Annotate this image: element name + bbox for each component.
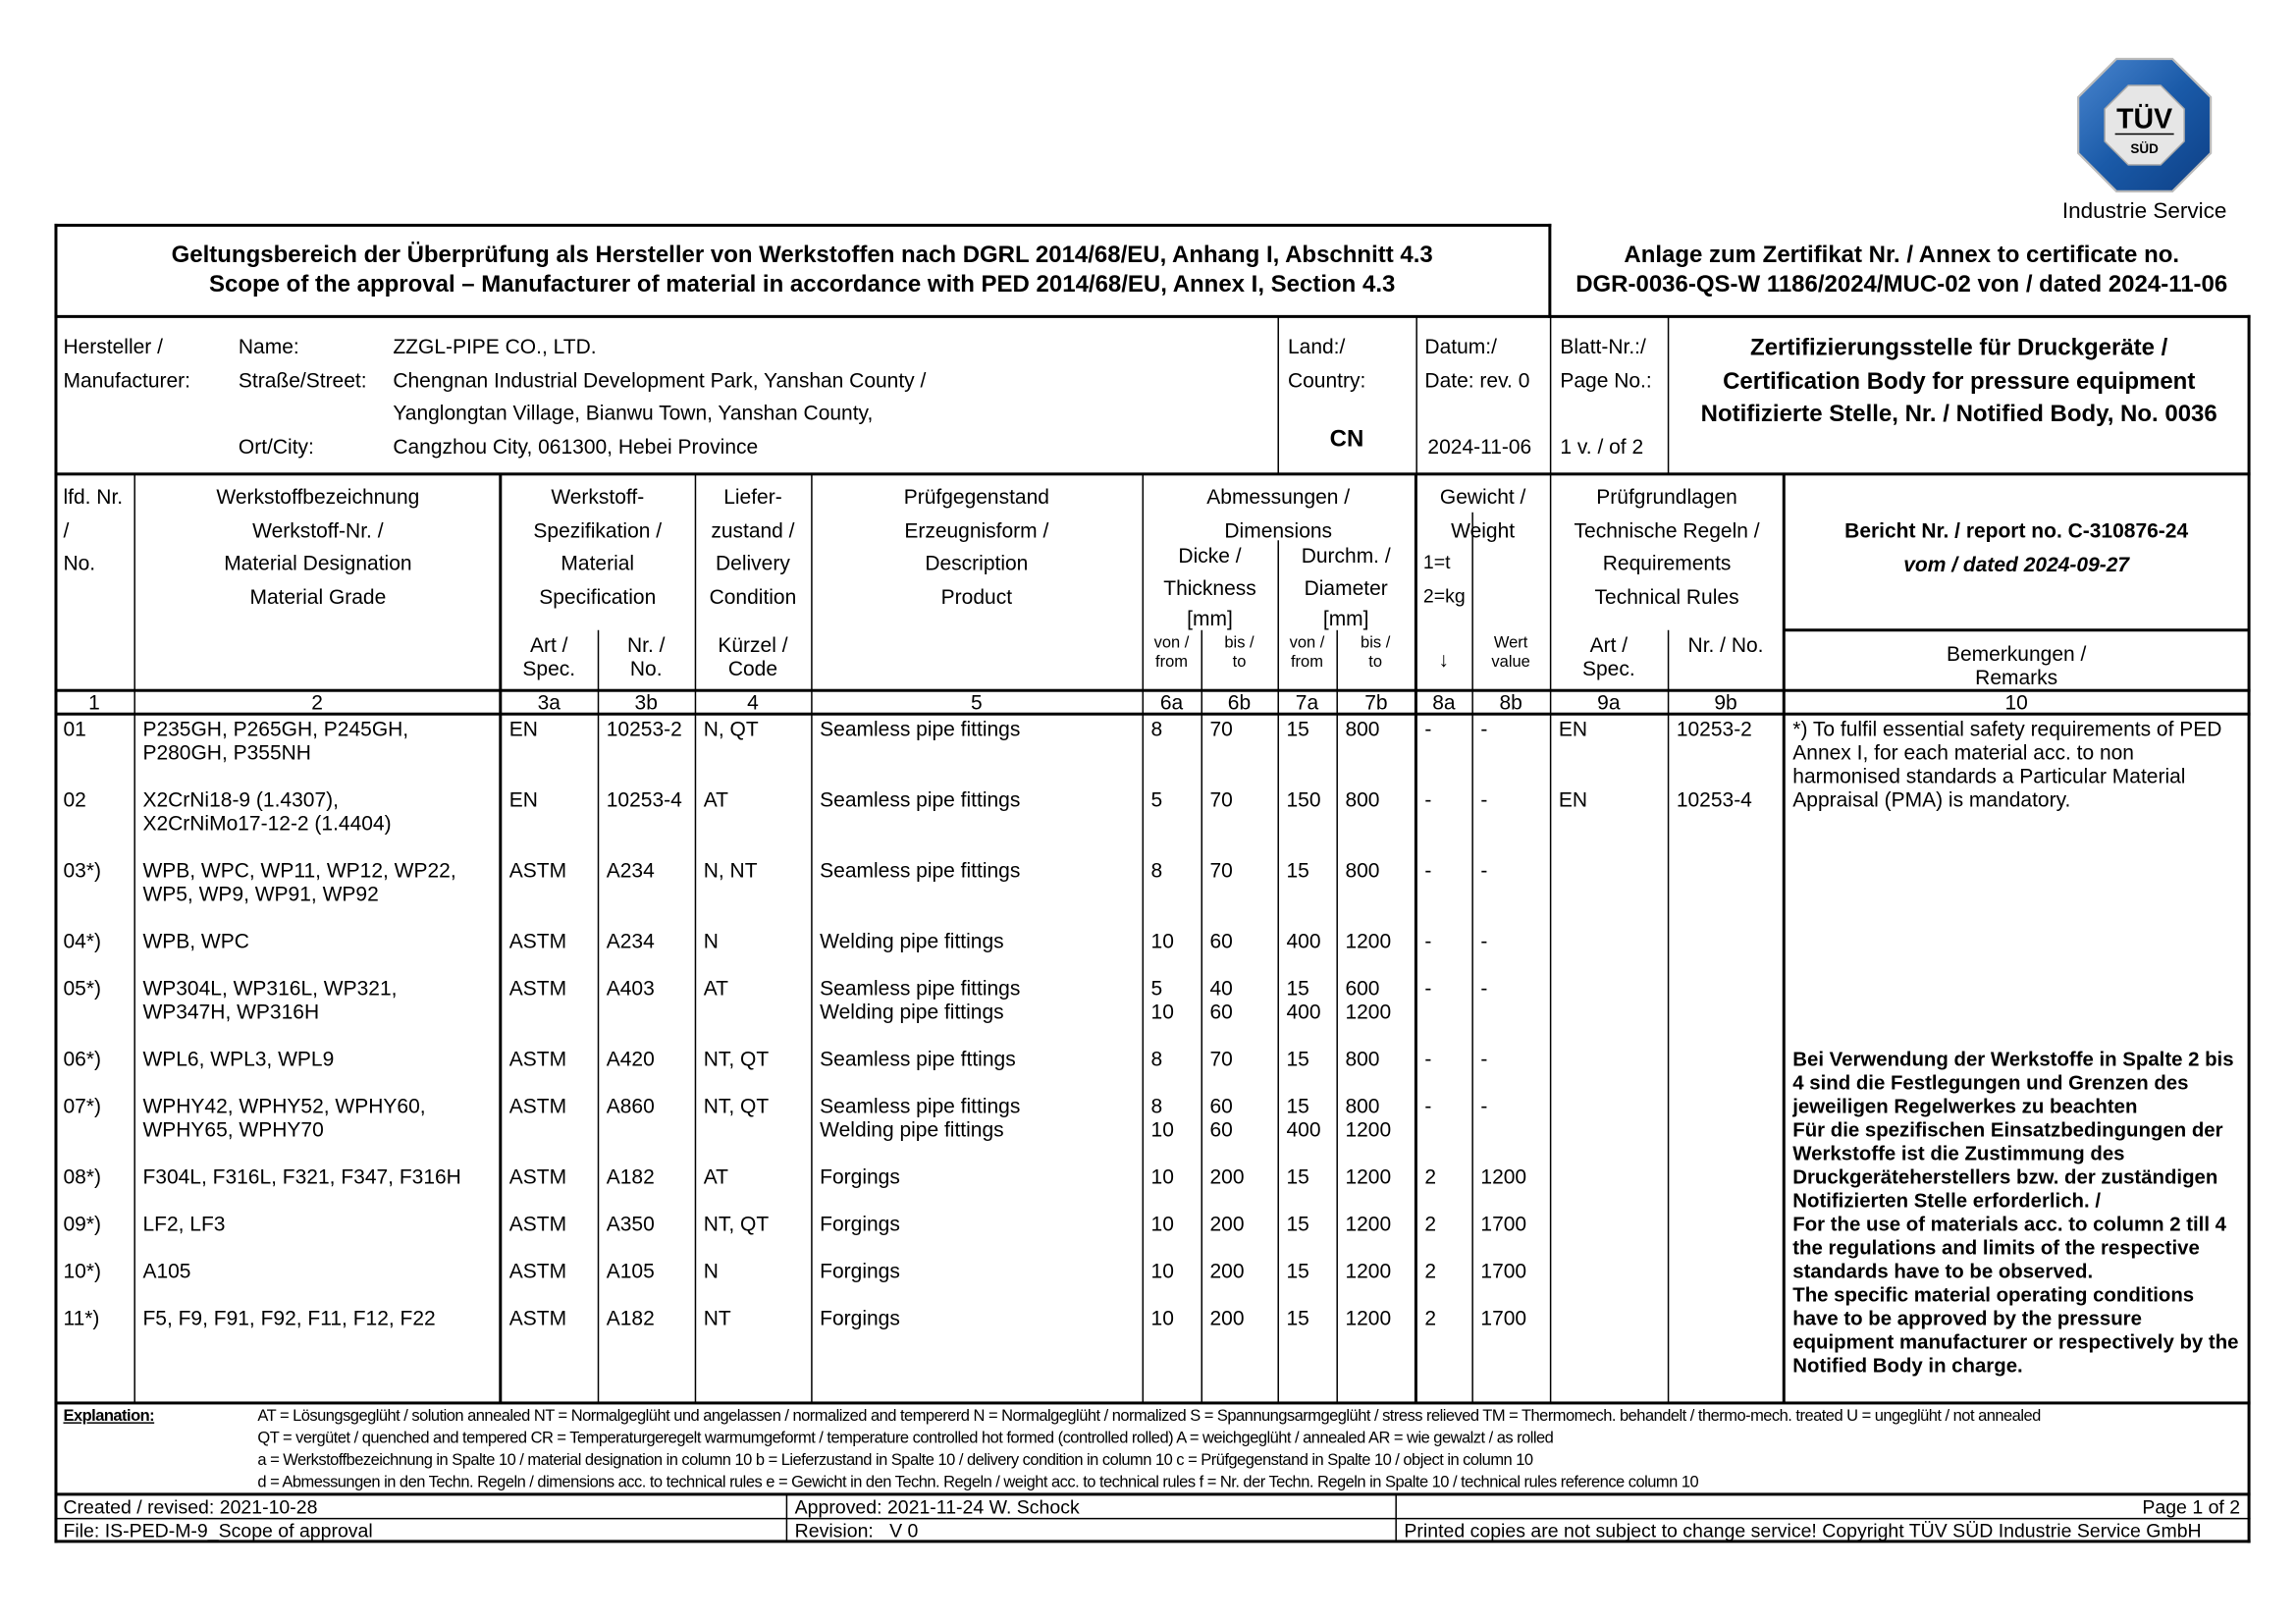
cell-code: NT, QT [703, 1047, 770, 1071]
col-header-3a: Art / Spec. [522, 632, 576, 680]
cell-product: Seamless pipe fittings [820, 858, 1021, 883]
cell-w-unit: - [1424, 929, 1432, 953]
cell-d-to: 600 1200 [1345, 976, 1392, 1024]
cell-product: Forgings [820, 1258, 900, 1282]
cell-t-to: 70 [1209, 1047, 1233, 1071]
cell-w-unit: - [1424, 1047, 1432, 1071]
street-line-1: Chengnan Industrial Development Park, Yanshan County / [393, 367, 927, 392]
cell-d-to: 800 [1345, 858, 1380, 883]
cell-t-to: 60 [1209, 929, 1233, 953]
cell-spec: ASTM [508, 858, 567, 883]
cell-t-from: 10 [1150, 1258, 1174, 1282]
cell-w-unit: - [1424, 858, 1432, 883]
cell-code: AT [703, 976, 728, 1001]
cell-product: Seamless pipe fittings [820, 787, 1021, 812]
cell-product: Welding pipe fittings [820, 929, 1004, 953]
col-header-delivery: Liefer- zustand / Delivery Condition [709, 484, 797, 608]
cell-req-spec: EN [1558, 717, 1588, 741]
cell-no: 11*) [63, 1305, 100, 1329]
cell-t-from: 10 [1150, 1164, 1174, 1189]
cell-specno: A403 [606, 976, 655, 1001]
logo-caption: Industrie Service [2061, 198, 2227, 224]
cell-w-val: 1700 [1480, 1305, 1527, 1329]
cell-no: 10*) [63, 1258, 101, 1282]
footer-page: Page 1 of 2 [2142, 1495, 2241, 1518]
col-header-7a: von / from [1289, 634, 1325, 672]
cell-product: Seamless pipe fittings [820, 717, 1021, 741]
col-header-remarks: Bemerkungen / Remarks [1946, 641, 2087, 689]
cell-spec: EN [508, 787, 538, 812]
cell-t-to: 200 [1209, 1305, 1245, 1329]
cell-specno: A350 [606, 1212, 655, 1235]
footer-file: File: IS-PED-M-9_Scope of approval [63, 1519, 373, 1542]
column-number: 1 [88, 690, 100, 715]
scope-title-en: Scope of the approval – Manufacturer of material in accordance with PED 2014/68/EU, Annex I, Section 4.3 [209, 272, 1396, 298]
col-header-code: Kürzel / Code [718, 632, 788, 680]
cell-w-unit: - [1424, 976, 1432, 1001]
cell-material: WPHY42, WPHY52, WPHY60, WPHY65, WPHY70 [142, 1094, 426, 1142]
cell-w-val: - [1480, 858, 1488, 883]
cell-no: 04*) [63, 929, 101, 953]
cell-w-unit: 2 [1424, 1305, 1437, 1329]
cell-w-val: - [1480, 787, 1488, 812]
cell-t-from: 8 [1150, 1047, 1163, 1071]
cell-material: LF2, LF3 [142, 1212, 226, 1235]
col-header-no: lfd. Nr. / No. [63, 484, 124, 574]
col-header-6a: von / from [1153, 634, 1190, 672]
cell-material: WPL6, WPL3, WPL9 [142, 1047, 335, 1071]
column-number: 6a [1159, 690, 1184, 715]
cell-d-to: 1200 [1345, 929, 1392, 953]
cell-no: 01 [63, 717, 86, 741]
explanation-line: AT = Lösungsgeglüht / solution annealed NT = Normalgeglüht und angelassen / normalized and tempererd N = Normalgeglüht / normalized S = Spannungsarmgeglüht / stress relieved TM = Thermomech. behandelt / thermo-mech. treated U = ungeglüht / not annealed [257, 1407, 2041, 1426]
cell-d-to: 800 1200 [1345, 1094, 1392, 1142]
cell-specno: 10253-4 [606, 787, 682, 812]
cell-spec: ASTM [508, 1305, 567, 1329]
cell-w-val: - [1480, 1047, 1488, 1071]
city-label: Ort/City: [238, 433, 314, 458]
column-number: 3a [537, 690, 561, 715]
cell-d-from: 400 [1286, 929, 1321, 953]
column-number: 5 [970, 690, 983, 715]
cell-spec: ASTM [508, 1164, 567, 1189]
cell-product: Forgings [820, 1305, 900, 1329]
column-number: 10 [2004, 690, 2028, 715]
cell-material: X2CrNi18-9 (1.4307), X2CrNiMo17-12-2 (1.4404) [142, 787, 392, 836]
cell-product: Forgings [820, 1164, 900, 1189]
cell-product: Seamless pipe fittings Welding pipe fittings [820, 976, 1021, 1024]
street-label: Straße/Street: [238, 367, 367, 392]
cell-w-unit: 2 [1424, 1212, 1437, 1235]
col-header-product: Prüfgegenstand Erzeugnisform / Description Product [903, 484, 1049, 608]
cell-material: F5, F9, F91, F92, F11, F12, F22 [142, 1305, 436, 1329]
cell-w-val: 1200 [1480, 1164, 1527, 1189]
country-value: CN [1329, 426, 1364, 453]
column-number: 6b [1227, 690, 1252, 715]
column-number: 8b [1499, 690, 1522, 715]
cell-d-to: 800 [1345, 1047, 1380, 1071]
arrow-down-icon: ↓ [1438, 647, 1450, 672]
report-reference: Bericht Nr. / report no. C-310876-24 vom / dated 2024-09-27 [1844, 517, 2189, 575]
cell-code: NT [703, 1305, 731, 1329]
cell-t-to: 40 60 [1209, 976, 1233, 1024]
col-header-9a: Art / Spec. [1581, 632, 1635, 680]
cell-d-to: 800 [1345, 787, 1380, 812]
cell-t-from: 8 [1150, 717, 1163, 741]
cell-t-to: 70 [1209, 858, 1233, 883]
cell-t-to: 70 [1209, 787, 1233, 812]
cell-code: AT [703, 787, 728, 812]
cell-t-from: 8 10 [1150, 1094, 1174, 1142]
col-header-requirements: Prüfgrundlagen Technische Regeln / Requirements Technical Rules [1574, 484, 1760, 608]
svg-text:SÜD: SÜD [2130, 140, 2159, 156]
cell-no: 02 [63, 787, 86, 812]
country-label: Land:/ Country: [1287, 334, 1366, 392]
cell-w-val: - [1480, 929, 1488, 953]
cell-material: WPB, WPC, WP11, WP12, WP22, WP5, WP9, WP91, WP92 [142, 858, 456, 906]
cell-spec: EN [508, 717, 538, 741]
cell-specno: A105 [606, 1258, 655, 1282]
name-label: Name: [238, 334, 299, 358]
column-number: 4 [747, 690, 759, 715]
cell-t-from: 5 10 [1150, 976, 1174, 1024]
footer-approved: Approved: 2021-11-24 W. Schock [794, 1495, 1080, 1518]
cell-d-from: 15 [1286, 1164, 1309, 1189]
cell-t-from: 8 [1150, 858, 1163, 883]
cell-t-to: 200 [1209, 1212, 1245, 1235]
explanation-line: a = Werkstoffbezeichnung in Spalte 10 / material designation in column 10 b = Lieferzustand in Spalte 10 / delivery condition in column 10 c = Prüfgegenstand in Spalte 10 / object in column 10 [257, 1451, 1533, 1470]
cell-spec: ASTM [508, 1094, 567, 1118]
cell-no: 07*) [63, 1094, 101, 1118]
cell-w-val: - [1480, 976, 1488, 1001]
cell-product: Forgings [820, 1212, 900, 1235]
cell-d-from: 15 [1286, 1212, 1309, 1235]
cell-d-to: 1200 [1345, 1305, 1392, 1329]
cell-t-from: 10 [1150, 1305, 1174, 1329]
cell-d-from: 15 400 [1286, 1094, 1321, 1142]
column-number: 8a [1432, 690, 1456, 715]
cell-w-val: - [1480, 1094, 1488, 1118]
cell-d-from: 150 [1286, 787, 1321, 812]
cell-t-from: 10 [1150, 1212, 1174, 1235]
cell-d-to: 1200 [1345, 1212, 1392, 1235]
cell-t-to: 70 [1209, 717, 1233, 741]
cell-specno: A182 [606, 1164, 655, 1189]
cell-specno: A234 [606, 858, 655, 883]
footer-revision: Revision: V 0 [794, 1519, 919, 1542]
cell-code: N [703, 1258, 719, 1282]
remarks-conditions: Bei Verwendung der Werkstoffe in Spalte 2 bis 4 sind die Festlegungen und Grenzen des jeweiligen Regelwerkes zu beachten Für die spezifischen Einsatzbedingungen der Werkstoffe ist die Zustimmung des Druckgeräteherstellers bzw. der zuständigen Notifizierten Stelle erforderlich. / For the use of materials acc. to column 2 till 4 the regulations and limits of the respective standards have to be observed. The specific material operating conditions have to be approved by the pressure equipment manufacturer or respectively by the Notified Body in charge. [1792, 1048, 2239, 1377]
col-header-3b: Nr. / No. [626, 632, 666, 680]
cell-t-to: 60 60 [1209, 1094, 1233, 1142]
explanation-line: d = Abmessungen in den Techn. Regeln / dimensions acc. to technical rules e = Gewicht in den Techn. Regeln / weight acc. to technical rules f = Nr. der Techn. Regeln in Spalte 10 / technical rules reference column 10 [257, 1473, 1699, 1491]
cell-spec: ASTM [508, 929, 567, 953]
manufacturer-city: Cangzhou City, 061300, Hebei Province [393, 433, 759, 458]
page-value: 1 v. / of 2 [1560, 433, 1644, 458]
cell-specno: A860 [606, 1094, 655, 1118]
cell-t-to: 200 [1209, 1258, 1245, 1282]
cell-d-to: 1200 [1345, 1164, 1392, 1189]
remarks-pma-note: *) To fulfil essential safety requirements of PED Annex I, for each material acc. to non harmonised standards a Particular Material Appraisal (PMA) is mandatory. [1792, 717, 2222, 812]
cell-d-from: 15 [1286, 1258, 1309, 1282]
certificate-number: DGR-0036-QS-W 1186/2024/MUC-02 von / dated 2024-11-06 [1575, 272, 2228, 298]
cell-spec: ASTM [508, 1212, 567, 1235]
cell-code: NT, QT [703, 1212, 770, 1235]
cell-material: F304L, F316L, F321, F347, F316H [142, 1164, 461, 1189]
cell-specno: A420 [606, 1047, 655, 1071]
cell-no: 09*) [63, 1212, 101, 1235]
cell-material: WPB, WPC [142, 929, 249, 953]
column-number: 9a [1597, 690, 1621, 715]
annex-title: Anlage zum Zertifikat Nr. / Annex to certificate no. [1624, 243, 2180, 268]
col-header-6b: bis / to [1224, 634, 1255, 672]
explanation-label: Explanation: [63, 1407, 155, 1426]
cell-w-unit: - [1424, 1094, 1432, 1118]
cell-specno: A234 [606, 929, 655, 953]
cell-w-unit: 2 [1424, 1258, 1437, 1282]
footer-copyright: Printed copies are not subject to change service! Copyright TÜV SÜD Industrie Service GmbH [1404, 1519, 2202, 1542]
cell-no: 03*) [63, 858, 101, 883]
col-header-thickness: Dicke / Thickness [mm] [1163, 543, 1256, 630]
col-header-specification: Werkstoff- Spezifikation / Material Specification [533, 484, 663, 608]
cell-w-val: 1700 [1480, 1258, 1527, 1282]
cell-no: 08*) [63, 1164, 101, 1189]
cell-specno: A182 [606, 1305, 655, 1329]
cell-specno: 10253-2 [606, 717, 682, 741]
col-header-weight: Gewicht / Weight [1439, 484, 1526, 542]
scope-title-de: Geltungsbereich der Überprüfung als Hersteller von Werkstoffen nach DGRL 2014/68/EU, Anhang I, Abschnitt 4.3 [171, 243, 1433, 268]
cell-w-val: - [1480, 717, 1488, 741]
column-number: 3b [634, 690, 658, 715]
cell-product: Seamless pipe fittings Welding pipe fittings [820, 1094, 1021, 1142]
cell-material: A105 [142, 1258, 191, 1282]
date-label: Datum:/ Date: rev. 0 [1424, 334, 1530, 392]
page-label: Blatt-Nr.:/ Page No.: [1560, 334, 1652, 392]
cell-code: AT [703, 1164, 728, 1189]
column-number: 9b [1714, 690, 1737, 715]
svg-text:TÜV: TÜV [2116, 103, 2173, 135]
cell-material: WP304L, WP316L, WP321, WP347H, WP316H [142, 976, 398, 1024]
cell-t-from: 10 [1150, 929, 1174, 953]
cell-d-to: 800 [1345, 717, 1380, 741]
column-number: 7b [1364, 690, 1388, 715]
cell-w-unit: - [1424, 787, 1432, 812]
cell-spec: ASTM [508, 1047, 567, 1071]
tuv-sud-logo [2075, 56, 2214, 194]
col-header-material: Werkstoffbezeichnung Werkstoff-Nr. / Material Designation Material Grade [216, 484, 420, 608]
cell-no: 06*) [63, 1047, 101, 1071]
cell-w-unit: 2 [1424, 1164, 1437, 1189]
cell-spec: ASTM [508, 1258, 567, 1282]
date-value: 2024-11-06 [1427, 433, 1532, 458]
cell-code: N, QT [703, 717, 759, 741]
cell-code: N [703, 929, 719, 953]
column-number: 2 [311, 690, 323, 715]
cell-w-unit: - [1424, 717, 1432, 741]
cell-d-from: 15 [1286, 1305, 1309, 1329]
explanation-line: QT = vergütet / quenched and tempered CR = Temperaturgeregelt warmumgeformt / temperature controlled hot formed (controlled rolled) A = weichgeglüht / annealed AR = wie gewalzt / as rolled [257, 1429, 1554, 1447]
cell-w-val: 1700 [1480, 1212, 1527, 1235]
street-line-2: Yanglongtan Village, Bianwu Town, Yanshan County, [393, 400, 874, 424]
column-number: 7a [1295, 690, 1319, 715]
cell-t-from: 5 [1150, 787, 1163, 812]
cell-d-from: 15 [1286, 858, 1309, 883]
cell-req-no: 10253-2 [1676, 717, 1752, 741]
cell-t-to: 200 [1209, 1164, 1245, 1189]
cell-d-from: 15 [1286, 717, 1309, 741]
manufacturer-label: Hersteller / Manufacturer: [63, 334, 190, 392]
col-header-7b: bis / to [1361, 634, 1391, 672]
cell-d-from: 15 [1286, 1047, 1309, 1071]
cell-code: NT, QT [703, 1094, 770, 1118]
col-header-weight-unit: 1=t 2=kg [1422, 550, 1466, 607]
cell-product: Seamless pipe fttings [820, 1047, 1016, 1071]
cell-d-from: 15 400 [1286, 976, 1321, 1024]
col-header-weight-value: Wert value [1491, 634, 1530, 672]
cell-code: N, NT [703, 858, 758, 883]
notified-body: Zertifizierungsstelle für Druckgeräte / Certification Body for pressure equipment Notifizierte Stelle, Nr. / Notified Body, No. 0036 [1700, 335, 2217, 427]
footer-created: Created / revised: 2021-10-28 [63, 1495, 318, 1518]
cell-req-no: 10253-4 [1676, 787, 1752, 812]
col-header-diameter: Durchm. / Diameter [mm] [1301, 543, 1391, 630]
col-header-9b: Nr. / No. [1687, 632, 1764, 657]
cell-material: P235GH, P265GH, P245GH, P280GH, P355NH [142, 717, 409, 765]
cell-req-spec: EN [1558, 787, 1588, 812]
cell-d-to: 1200 [1345, 1258, 1392, 1282]
cell-spec: ASTM [508, 976, 567, 1001]
manufacturer-name: ZZGL-PIPE CO., LTD. [393, 334, 597, 358]
cell-no: 05*) [63, 976, 101, 1001]
col-header-dimensions: Abmessungen / Dimensions [1206, 484, 1351, 542]
